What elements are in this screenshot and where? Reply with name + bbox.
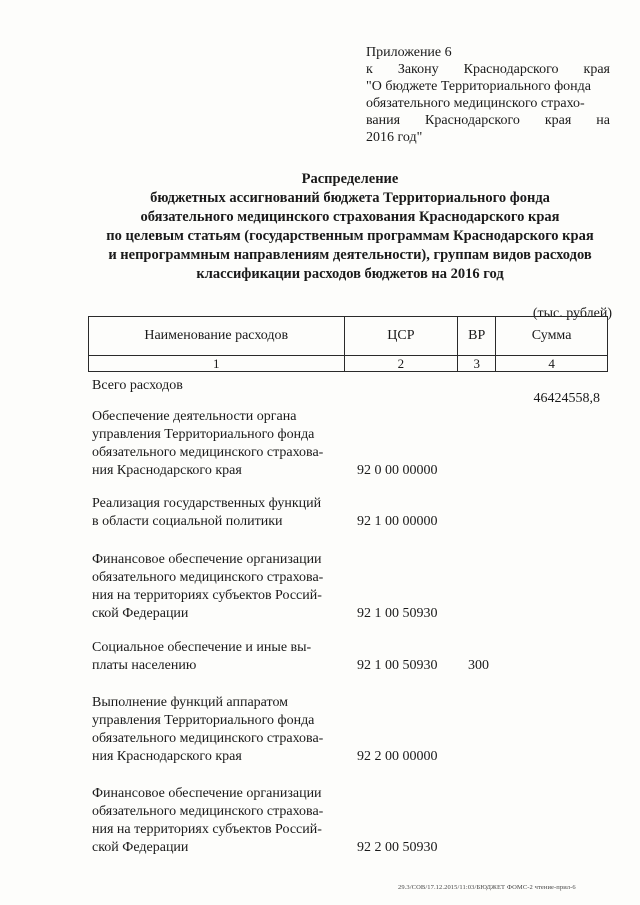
- table-header-row: [89, 317, 608, 356]
- row-csr: 92 2 00 00000: [357, 749, 438, 764]
- total-sum: 46424558,8: [533, 391, 600, 406]
- appendix-number: Приложение 6: [366, 45, 452, 60]
- budget-table-header: [88, 316, 608, 372]
- row-name: Финансовое обеспечение организации обязательного медицинского страхова- ния на территориях субъектов Россий- ской Федерации: [92, 552, 324, 621]
- row-csr: 92 1 00 00000: [357, 514, 438, 529]
- row-name: Обеспечение деятельности органа управления Территориального фонда обязательного медицинского страхова- ния Краснодарского края: [92, 409, 324, 478]
- total-label: Всего расходов: [92, 378, 183, 393]
- row-csr: 92 1 00 50930: [357, 606, 438, 621]
- document-title: Распределение бюджетных ассигнований бюджета Территориального фонда обязательного медицинского страхования Краснодарского края по целевым статьям (государственным программам Краснодарского края и непрограммным направлениям деятельности), группам видов расходов классификации расходов бюджетов на 2016 год: [106, 171, 594, 282]
- appendix-law-title-cont: обязательного медицинского страхо-: [366, 96, 585, 111]
- row-name: Выполнение функций аппаратом управления Территориального фонда обязательного медицинского страхова- ния Краснодарского края: [92, 695, 324, 764]
- row-name: Финансовое обеспечение организации обязательного медицинского страхова- ния на территориях субъектов Россий- ской Федерации: [92, 786, 324, 855]
- appendix-law-ref: к Закону Краснодарского края: [366, 62, 610, 77]
- header-csr: ЦСР: [344, 317, 458, 356]
- row-csr: 92 0 00 00000: [357, 463, 438, 478]
- units-label: (тыс. рублей): [532, 306, 612, 321]
- appendix-law-title-cont2: вания Краснодарского края на: [366, 113, 610, 128]
- appendix-header: [366, 44, 610, 146]
- row-name: Социальное обеспечение и иные вы- платы населению: [92, 640, 312, 673]
- row-csr: 92 1 00 50930: [357, 658, 438, 673]
- header-name: Наименование расходов: [89, 317, 345, 356]
- document-footer: 29.3/СОВ/17.12.2015/11:03/БЮДЖЕТ ФОМС-2 чтение-прил-6: [398, 884, 576, 891]
- header-vr: ВР: [458, 317, 496, 356]
- appendix-year: 2016 год": [366, 130, 423, 145]
- row-vr: 300: [468, 658, 489, 673]
- table-column-numbers: 1 2 3 4: [89, 356, 608, 372]
- row-name: Реализация государственных функций в области социальной политики: [92, 496, 322, 529]
- appendix-law-title: "О бюджете Территориального фонда: [366, 79, 591, 94]
- row-csr: 92 2 00 50930: [357, 840, 438, 855]
- header-sum: Сумма: [496, 317, 608, 356]
